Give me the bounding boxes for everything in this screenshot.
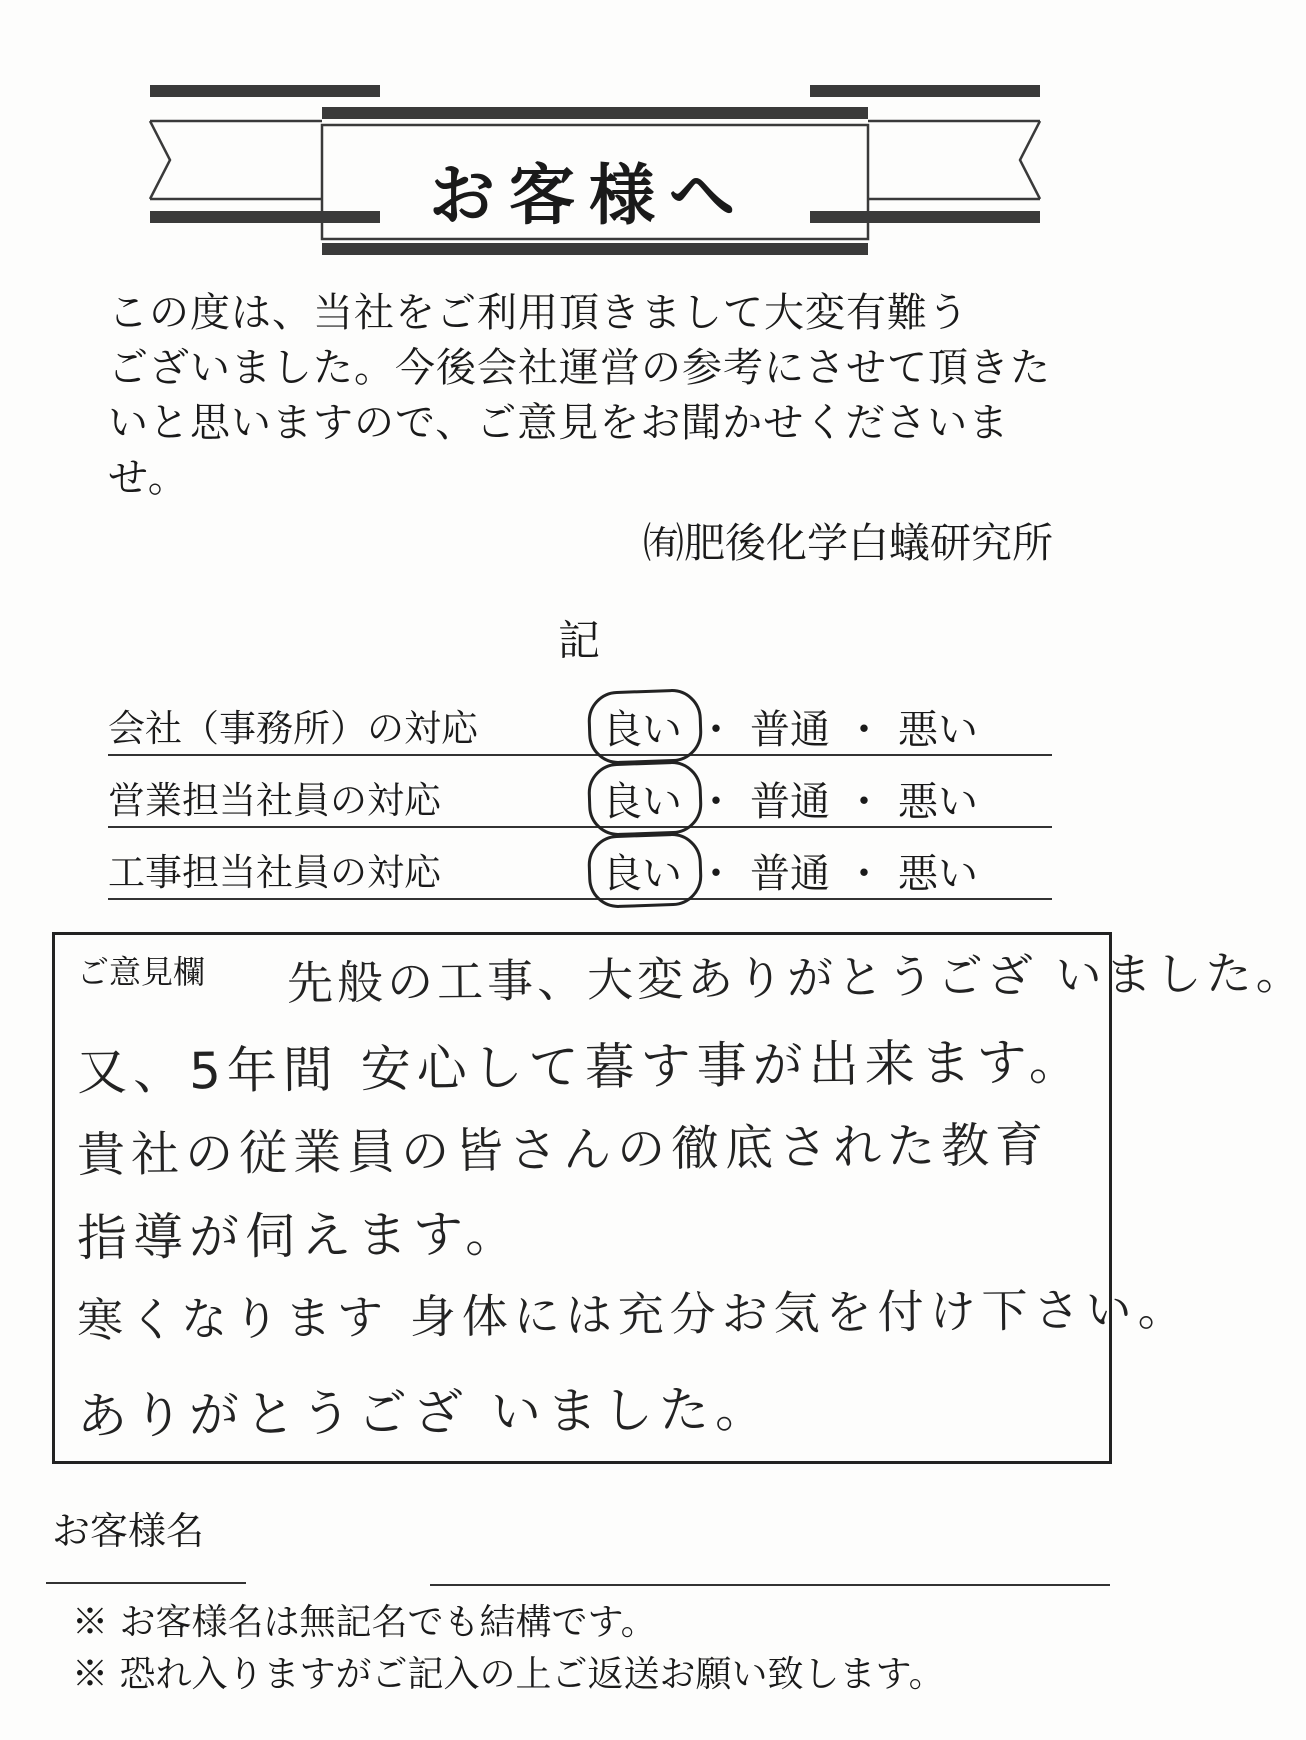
comment-line: 先般の工事、大変ありがとうござ いました。 xyxy=(286,945,1306,1011)
intro-text xyxy=(108,286,1068,506)
heading: お客様へ xyxy=(429,155,749,234)
intro-line: いと思いますので、ご意見をお聞かせくださいませ。 xyxy=(108,400,1010,501)
option-good-selected[interactable]: 良い xyxy=(598,842,686,899)
comment-box[interactable] xyxy=(52,932,1306,1464)
separator-dot: ・ xyxy=(696,779,736,825)
separator-dot: ・ xyxy=(696,707,736,753)
option-good-selected[interactable]: 良い xyxy=(598,770,686,827)
intro-line: この度は、当社をご利用頂きまして大変有難う xyxy=(108,290,969,336)
option-bad[interactable]: 悪い xyxy=(898,779,978,825)
rating-row-construction xyxy=(108,828,1052,900)
company-name: ㈲肥後化学白蟻研究所 xyxy=(643,519,1053,567)
option-average[interactable]: 普通 xyxy=(750,779,830,825)
option-good-selected[interactable]: 良い xyxy=(598,698,686,755)
separator-dot: ・ xyxy=(844,707,884,753)
separator-dot: ・ xyxy=(844,851,884,897)
name-underline[interactable] xyxy=(430,1584,1110,1586)
rating-options xyxy=(598,698,982,755)
note-line: ※ お客様名は無記名でも結構です。 xyxy=(72,1602,657,1643)
separator-dot: ・ xyxy=(696,851,736,897)
customer-name-label: お客様名 xyxy=(52,1509,205,1553)
option-bad[interactable]: 悪い xyxy=(898,851,978,897)
separator-dot: ・ xyxy=(844,779,884,825)
option-average[interactable]: 普通 xyxy=(750,851,830,897)
comment-line: 貴社の従業員の皆さんの徹底された教育 xyxy=(76,1117,1050,1184)
option-bad[interactable]: 悪い xyxy=(898,707,978,753)
comment-line: 指導が伺えます。 xyxy=(76,1204,522,1268)
option-average[interactable]: 普通 xyxy=(750,707,830,753)
rating-label: 営業担当社員の対応 xyxy=(108,779,441,822)
name-underline[interactable] xyxy=(46,1582,246,1584)
comment-line: ありがとうござ いました。 xyxy=(76,1380,772,1446)
rating-options xyxy=(598,842,982,899)
rating-row-sales xyxy=(108,756,1052,828)
intro-line: ございました。今後会社運営の参考にさせて頂きた xyxy=(108,345,1051,391)
rating-label: 工事担当社員の対応 xyxy=(108,851,441,894)
rating-row-office xyxy=(108,684,1052,756)
rating-options xyxy=(598,770,982,827)
comment-label: ご意見欄 xyxy=(77,953,206,991)
rating-label: 会社（事務所）の対応 xyxy=(108,707,478,750)
comment-line: 又、5年間 安心して暮す事が出来ます。 xyxy=(76,1032,1086,1102)
ki-mark: 記 xyxy=(558,616,601,665)
comment-line: 寒くなります 身体には充分お気を付け下さい。 xyxy=(76,1281,1190,1348)
note-line: ※ 恐れ入りますがご記入の上ご返送お願い致します。 xyxy=(72,1654,945,1695)
